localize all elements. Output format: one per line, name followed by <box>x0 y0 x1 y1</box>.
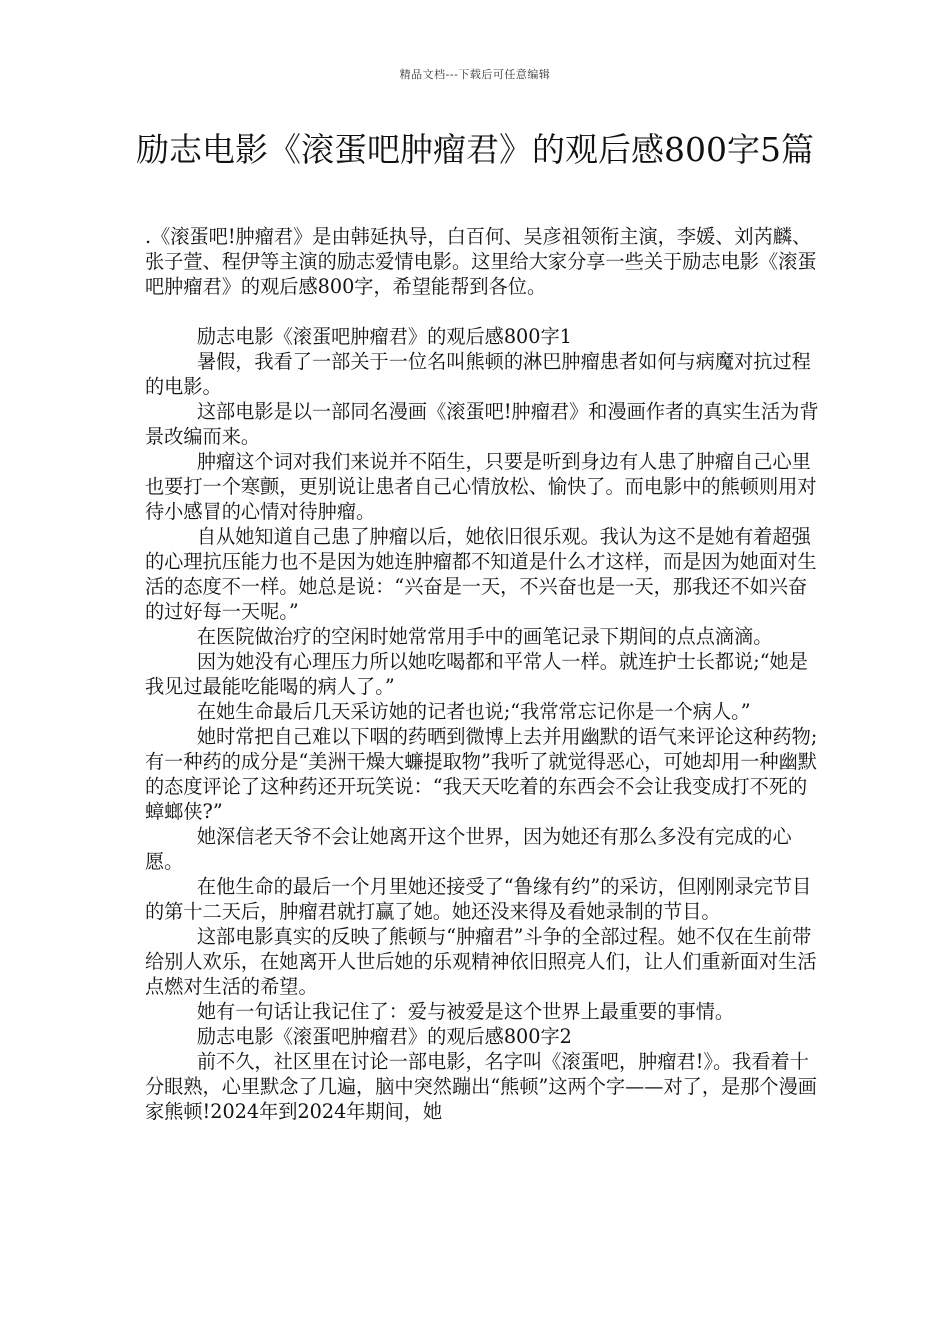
body-paragraph: 在医院做治疗的空闲时她常常用手中的画笔记录下期间的点点滴滴。 <box>196 625 773 648</box>
body-paragraph: 这部电影真实的反映了熊顿与“肿瘤君”斗争的全部过程。她不仅在生前带给别人欢乐，在她离开人世后她的乐观精神依旧照亮人们，让人们重新面对生活点燃对生活的希望。 <box>145 925 817 998</box>
body-paragraph: 因为她没有心理压力所以她吃喝都和平常人一样。就连护士长都说;“她是我见过最能吃能喝的病人了。” <box>145 650 808 698</box>
body-paragraph: 在她生命最后几天采访她的记者也说;“我常常忘记你是一个病人。” <box>196 700 751 723</box>
body-paragraph: 肿瘤这个词对我们来说并不陌生，只要是听到身边有人患了肿瘤自己心里也要打一个寒颤，更别说让患者自己心情放松、愉快了。而电影中的熊顿则用对待小感冒的心情对待肿瘤。 <box>145 450 817 523</box>
body-paragraph: 暑假，我看了一部关于一位名叫熊顿的淋巴肿瘤患者如何与病魔对抗过程的电影。 <box>145 350 811 398</box>
intro-paragraph: .《滚蛋吧!肿瘤君》是由韩延执导，白百何、吴彦祖领衔主演，李媛、刘芮麟、张子萱、程伊等主演的励志爱情电影。这里给大家分享一些关于励志电影《滚蛋吧肿瘤君》的观后感800字，希望能帮到各位。 <box>145 225 817 298</box>
body-paragraph: 她时常把自己难以下咽的药晒到微博上去并用幽默的语气来评论这种药物;有一种药的成分是“美洲干燥大蠊提取物”我听了就觉得恶心，可她却用一种幽默的态度评论了这种药还开玩笑说：“我天天吃着的东西会不会让我变成打不死的蟑螂侠?” <box>145 725 818 823</box>
body-paragraph: 她有一句话让我记住了：爱与被爱是这个世界上最重要的事情。 <box>196 1000 735 1023</box>
body-paragraph: 这部电影是以一部同名漫画《滚蛋吧!肿瘤君》和漫画作者的真实生活为背景改编而来。 <box>145 400 819 448</box>
body-paragraph: 她深信老天爷不会让她离开这个世界，因为她还有那么多没有完成的心愿。 <box>145 825 792 873</box>
document-title: 励志电影《滚蛋吧肿瘤君》的观后感800字5篇 <box>136 130 814 169</box>
document-body <box>145 224 825 1124</box>
section-heading-1: 励志电影《滚蛋吧肿瘤君》的观后感800字1 <box>196 325 572 348</box>
body-paragraph: 自从她知道自己患了肿瘤以后，她依旧很乐观。我认为这不是她有着超强的心理抗压能力也不是因为她连肿瘤都不知道是什么才这样，而是因为她面对生活的态度不一样。她总是说：“兴奋是一天，不兴奋也是一天，那我还不如兴奋的过好每一天呢。” <box>145 525 817 623</box>
page-header: 精品文档---下载后可任意编辑 <box>399 68 551 81</box>
section-heading-2: 励志电影《滚蛋吧肿瘤君》的观后感800字2 <box>196 1025 572 1048</box>
body-paragraph: 前不久，社区里在讨论一部电影，名字叫《滚蛋吧，肿瘤君!》。我看着十分眼熟，心里默念了几遍，脑中突然蹦出“熊顿”这两个字——对了，是那个漫画家熊顿!2024年到2024年期间，她 <box>145 1050 817 1123</box>
body-paragraph: 在他生命的最后一个月里她还接受了“鲁缘有约”的采访，但刚刚录完节目的第十二天后，肿瘤君就打赢了她。她还没来得及看她录制的节目。 <box>145 875 812 923</box>
